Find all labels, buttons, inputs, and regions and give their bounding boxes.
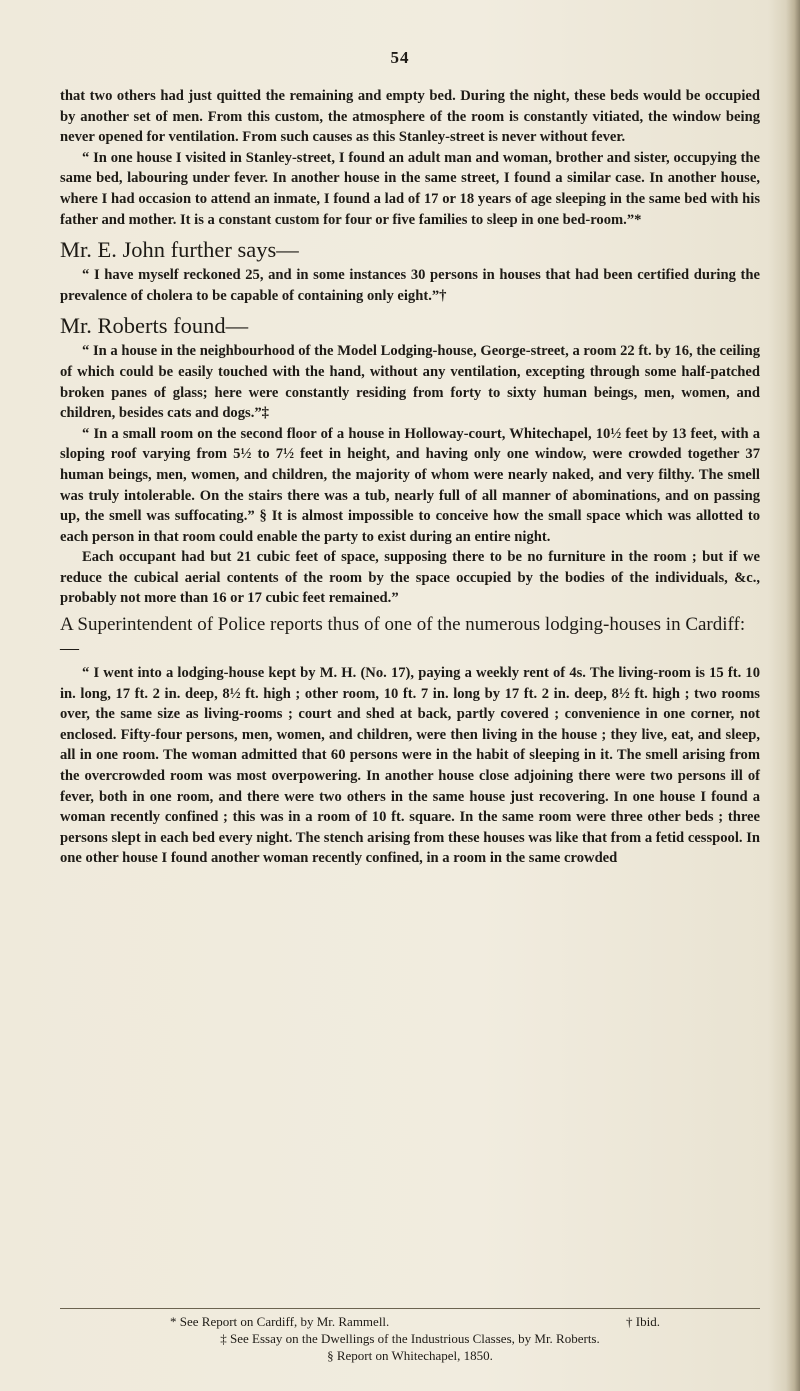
quote-john: “ I have myself reckoned 25, and in some instances 30 persons in houses that had been certified during the prevalence of cholera to be capable of containing only eight.”† bbox=[60, 267, 760, 304]
paragraph-opening: that two others had just quitted the remaining and empty bed. During the night, these beds would be occupied by another set of men. From this custom, the atmosphere of the room is constantly vitiated, the window being never opened for ventilation. From such causes as this Stanley-street is never without fever. bbox=[60, 88, 760, 146]
footnotes bbox=[60, 1308, 760, 1364]
paragraph-stanley-street: “ In one house I visited in Stanley-street, I found an adult man and woman, brother and sister, occupying the same bed, labouring under fever. In another house in the same street, I found a similar case. In another house, where I had occasion to attend an inmate, I found a lad of 17 or 18 years of age sleeping in the same bed with his father and mother. It is a constant custom for four or five families to sleep in one bed-room.”* bbox=[60, 149, 760, 228]
heading-police: A Superintendent of Police reports thus of one of the numerous lodging-houses in Cardiff:— bbox=[60, 614, 746, 660]
footnote-row-1 bbox=[60, 1313, 760, 1330]
heading-roberts: Mr. Roberts found— bbox=[60, 313, 249, 339]
page-number: 54 bbox=[390, 48, 410, 67]
footnote-section: § Report on Whitechapel, 1850. bbox=[327, 1348, 493, 1363]
quote-police-cardiff: “ I went into a lodging-house kept by M. H. (No. 17), paying a weekly rent of 4s. The living-room is 15 ft. 10 in. long, 17 ft. 2 in. deep, 8½ ft. high ; other room, 10 ft. 7 in. long by 17 ft. 2 in. deep, 8½ ft. high ; two rooms over, the same size as living-rooms ; court and shed at back, partly covered ; convenience in one corner, not enclosed. Fifty-four persons, men, women, and children, were then living in the house ; they live, eat, and sleep, all in one room. The woman admitted that 60 persons were in the habit of sleeping in it. The smell arising from the overcrowded room was most overpowering. In another house close adjoining there were two persons ill of fever, both in one room, and there were two others in the same house just recovering. In one house I found a woman recently confined ; this was in a room of 10 ft. square. In the same room were three other beds ; three persons slept in each bed every night. The stench arising from these houses was like that from a fetid cesspool. In one other house I found another woman recently confined, in a room in the same crowded bbox=[60, 665, 760, 867]
footnote-ddagger: ‡ See Essay on the Dwellings of the Industrious Classes, by Mr. Roberts. bbox=[220, 1331, 600, 1346]
footnote-star: * See Report on Cardiff, by Mr. Rammell. bbox=[170, 1314, 390, 1329]
quote-roberts-cubic-feet: Each occupant had but 21 cubic feet of space, supposing there to be no furniture in the room ; but if we reduce the cubical aerial contents of the room by the space occupied by the bodies of the individuals, &c., probably not more than 16 or 17 cubic feet remained.” bbox=[60, 549, 760, 607]
footnote-dagger: † Ibid. bbox=[626, 1314, 660, 1329]
page-body bbox=[60, 86, 760, 869]
quote-roberts-model-lodging: “ In a house in the neighbourhood of the Model Lodging-house, George-street, a room 22 ft. by 16, the ceiling of which could be easily touched with the hand, without any ventilation, excepting through some half-patched broken panes of glass; here were constantly residing from forty to sixty human beings, men, women, and children, besides cats and dogs.”‡ bbox=[60, 343, 760, 422]
quote-roberts-holloway-court: “ In a small room on the second floor of a house in Holloway-court, Whitechapel, 10½ feet by 13 feet, with a sloping roof varying from 5½ to 7½ feet in height, and having only one window, were crowded together 37 human beings, men, women, and children, the majority of whom were nearly naked, and very filthy. The smell was truly intolerable. On the stairs there was a tub, nearly full of all manner of abominations, and on passing up, the smell was suffocating.” § It is almost impossible to conceive how the small space which was allotted to each person in that room could enable the party to exist during an entire night. bbox=[60, 425, 760, 545]
page-edge-shadow bbox=[786, 0, 800, 1391]
heading-john: Mr. E. John further says— bbox=[60, 237, 299, 263]
